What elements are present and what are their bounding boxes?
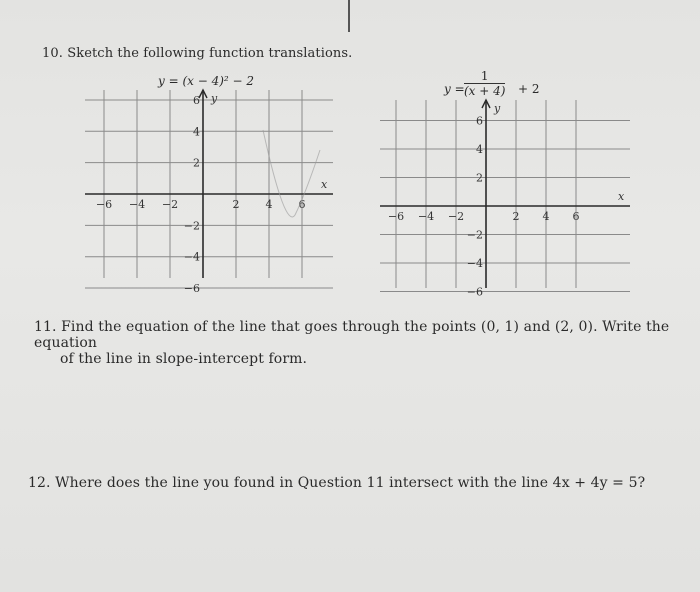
question-11 — [34, 319, 700, 367]
graph1-y-tick-label: 6 — [193, 93, 200, 107]
graph2-numerator: 1 — [464, 69, 505, 84]
graph1-x-tick-label: 2 — [232, 198, 240, 211]
graph2-y-tick-label: −6 — [466, 285, 483, 299]
question-11-line1: 11. Find the equation of the line that goes through the points (0, 1) and (2, 0). Write the equation — [34, 319, 670, 351]
graph1-equation: y = (x − 4)² − 2 — [158, 74, 255, 88]
graph1 — [85, 90, 335, 296]
graph1-y-tick-label: −6 — [183, 282, 200, 296]
graph2-x-tick-label: 2 — [512, 210, 520, 223]
graph2-x-tick-label: −4 — [417, 210, 435, 223]
graph2-y-tick-label: −2 — [466, 228, 483, 242]
graph2-y-tick-label: 4 — [476, 143, 483, 156]
question-12: 12. Where does the line you found in Question 11 intersect with the line 4x + 4y = 5? — [28, 475, 646, 491]
graph2-fraction — [464, 69, 505, 98]
graph1-x-tick-label: −4 — [128, 198, 146, 211]
graph1-x-tick-label: −6 — [95, 198, 113, 211]
graph2-x-label: x — [618, 190, 625, 203]
question-10: 10. Sketch the following function translations. — [42, 46, 353, 61]
graph2-equation-lhs: y = — [444, 82, 465, 96]
graph1-x-tick-label: 4 — [265, 198, 273, 211]
graph2-x-tick-label: −2 — [447, 210, 465, 223]
graph1-x-tick-label: 6 — [298, 198, 306, 211]
graph2-denominator: (x + 4) — [464, 84, 506, 98]
graph2-y-tick-label: 6 — [476, 114, 483, 128]
graph2-y-label: y — [494, 102, 501, 115]
graph1-y-tick-label: −2 — [183, 219, 200, 233]
page-crease — [348, 0, 350, 32]
graph2-x-tick-label: −6 — [387, 210, 405, 223]
graph2 — [380, 100, 630, 299]
graph2-x-tick-label: 6 — [572, 210, 580, 223]
graph2-equation-rhs: + 2 — [518, 82, 540, 96]
graph1-y-tick-label: 4 — [193, 125, 200, 139]
graph1-y-tick-label: −4 — [183, 250, 200, 264]
graph2-x-tick-label: 4 — [542, 210, 550, 223]
question-11-line2: of the line in slope-intercept form. — [60, 351, 308, 367]
graph2-y-tick-label: −4 — [466, 257, 483, 270]
graph1-y-label: y — [211, 92, 218, 105]
graph1-y-tick-label: 2 — [193, 156, 200, 170]
graph2-y-tick-label: 2 — [476, 171, 483, 185]
graph1-x-tick-label: −2 — [161, 198, 179, 211]
graph1-x-label: x — [321, 178, 328, 191]
